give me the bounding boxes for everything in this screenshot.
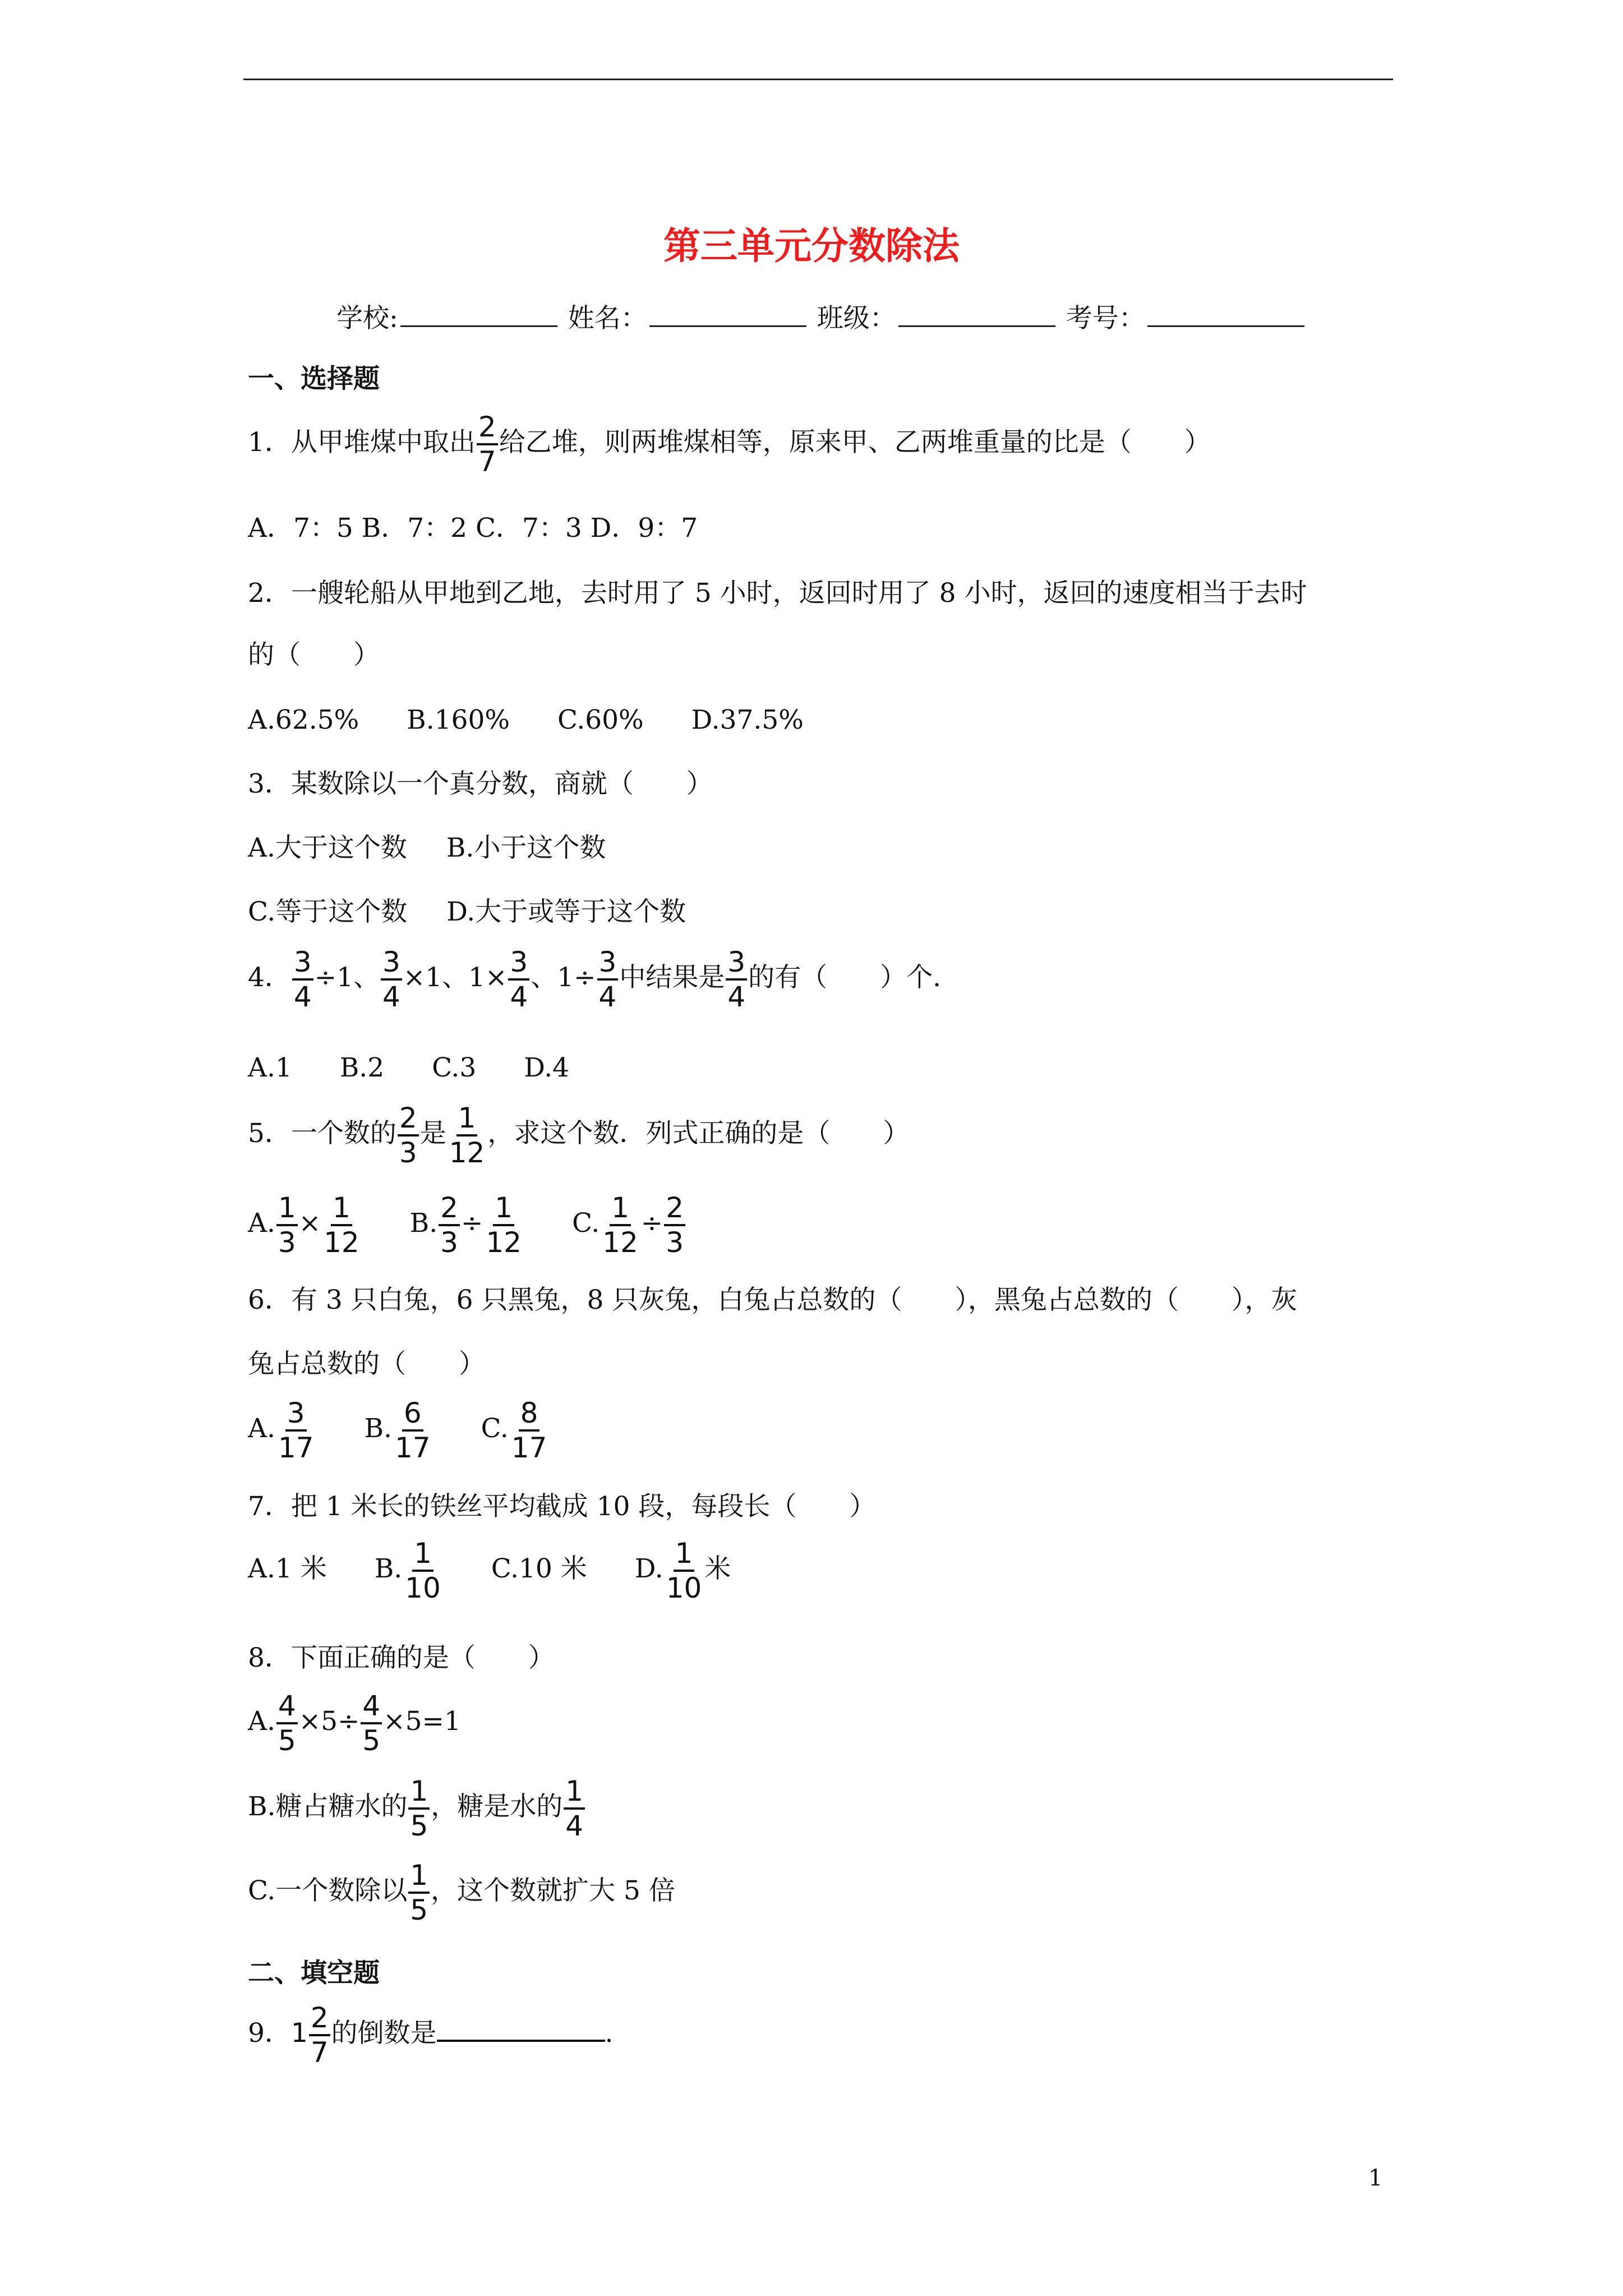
q2-options: [248, 705, 804, 736]
q4-text-2: ×1、1×: [403, 962, 508, 993]
q8-b-pre: B.糖占糖水的: [248, 1791, 408, 1822]
q3-option-d: D.大于或等于这个数: [446, 896, 686, 927]
q5-a-f2-num: 1: [331, 1194, 352, 1226]
section-heading-fill: 二、填空题: [248, 1958, 380, 1989]
q6-c-den: 17: [511, 1432, 547, 1464]
q4-f5-num: 3: [726, 948, 747, 981]
q8-option-b: [248, 1777, 586, 1840]
q8-a-frac-1: [276, 1692, 298, 1755]
q9-whole: 1: [291, 2018, 308, 2049]
q8-b-f2-num: 1: [564, 1777, 585, 1810]
q6-a-num: 3: [285, 1399, 307, 1432]
q9-fraction: [309, 2001, 330, 2069]
q6-option-c: [481, 1397, 550, 1464]
question-4: [248, 948, 941, 1011]
q8-b-f1-den: 5: [410, 1810, 428, 1842]
q5-b-f2-num: 1: [493, 1194, 514, 1226]
q5-c-f2-num: 2: [664, 1194, 685, 1226]
q4-f3-num: 3: [508, 948, 529, 981]
q7-b-den: 10: [405, 1572, 441, 1604]
q2-option-b: B.160%: [407, 705, 510, 735]
q5-a-f2: [322, 1191, 361, 1259]
q8-b-f2-den: 4: [565, 1810, 584, 1842]
question-8: 8．下面正确的是（ ）: [248, 1642, 555, 1673]
q9-frac-den: 7: [310, 2036, 329, 2069]
name-blank[interactable]: [649, 301, 806, 327]
q8-a-text-2: ×5=1: [383, 1706, 461, 1737]
q4-f1-den: 4: [293, 981, 312, 1013]
q2-option-a: A.62.5%: [248, 705, 359, 735]
q8-c-pre: C.一个数除以: [248, 1875, 408, 1906]
question-7: 7．把 1 米长的铁丝平均截成 10 段，每段长（ ）: [248, 1491, 876, 1522]
q4-text-3: 、1÷: [531, 962, 596, 993]
q7-option-d: [634, 1537, 731, 1604]
name-label: 姓名：: [568, 303, 647, 334]
q3-options-row1: [248, 832, 606, 864]
q5-fa-num: 2: [398, 1104, 419, 1137]
question-2-line2: 的（ ）: [248, 639, 380, 670]
q5-b-label: B.: [409, 1208, 438, 1239]
q4-option-b: B.2: [339, 1052, 385, 1083]
question-2-line1: 2．一艘轮船从甲地到乙地，去时用了 5 小时，返回时用了 8 小时，返回的速度相当于去时: [248, 578, 1307, 609]
q7-option-a: A.1 米: [248, 1553, 327, 1584]
q4-option-c: C.3: [432, 1052, 477, 1083]
q9-answer-blank[interactable]: [437, 2015, 605, 2042]
q8-a-text-1: ×5÷: [298, 1706, 360, 1737]
question-5: [248, 1104, 909, 1167]
q8-a-f2-num: 4: [361, 1692, 382, 1724]
q6-a-den: 17: [278, 1432, 314, 1464]
q4-f2-num: 3: [381, 948, 402, 981]
q7-options: [248, 1539, 731, 1602]
q5-b-f1: [439, 1191, 460, 1259]
q4-fraction-3: [508, 948, 529, 1011]
q2-option-c: C.60%: [557, 705, 644, 735]
q5-option-b: [409, 1191, 524, 1259]
q8-c-num: 1: [408, 1861, 430, 1894]
q8-a-f1-den: 5: [278, 1724, 296, 1757]
q5-fa-den: 3: [399, 1137, 417, 1169]
q1-text-post: 给乙堆，则两堆煤相等，原来甲、乙两堆重量的比是（ ）: [499, 427, 1211, 458]
q5-fb-den: 12: [449, 1137, 485, 1169]
q4-text-5: 的有（ ）个.: [748, 962, 942, 993]
q7-d-den: 10: [666, 1572, 702, 1604]
q8-b-f1-num: 1: [408, 1777, 430, 1810]
question-3: 3．某数除以一个真分数，商就（ ）: [248, 769, 713, 799]
q4-fraction-5: [726, 948, 747, 1011]
q8-b-frac-1: [408, 1777, 430, 1840]
q9-prefix: 9．: [248, 2018, 291, 2049]
q5-b-op: ÷: [460, 1208, 483, 1239]
q3-option-a: A.大于这个数: [248, 832, 407, 863]
q5-text-pre: 5．一个数的: [248, 1118, 396, 1149]
q4-fraction-2: [381, 948, 402, 1011]
q5-a-f1: [276, 1191, 298, 1259]
q5-b-f1-den: 3: [440, 1226, 458, 1259]
q4-option-d: D.4: [524, 1052, 570, 1083]
q5-a-label: A.: [248, 1208, 275, 1239]
q8-c-den: 5: [410, 1894, 428, 1926]
page-number: 1: [1368, 2165, 1383, 2191]
q3-option-c: C.等于这个数: [248, 896, 408, 927]
q7-option-c: C.10 米: [491, 1553, 587, 1584]
question-9: [248, 2001, 614, 2069]
q7-option-b: [374, 1537, 444, 1604]
q5-c-label: C.: [571, 1208, 600, 1239]
q1-frac-den: 7: [478, 445, 496, 478]
q4-fraction-1: [292, 948, 313, 1011]
q5-c-f1: [601, 1191, 640, 1259]
q7-b-frac: [403, 1539, 442, 1602]
q4-f4-num: 3: [597, 948, 619, 981]
q4-f4-den: 4: [598, 981, 617, 1013]
q9-text: 的倒数是: [331, 2018, 437, 2049]
question-6-line2: 兔占总数的（ ）: [248, 1349, 485, 1379]
q5-c-f1-num: 1: [610, 1194, 631, 1226]
q5-option-c: [571, 1191, 686, 1259]
q6-c-label: C.: [481, 1413, 509, 1444]
q8-c-post: ，这个数就扩大 5 倍: [431, 1875, 675, 1906]
q5-a-f1-num: 1: [276, 1194, 298, 1226]
q5-text-post: ，求这个数．列式正确的是（ ）: [487, 1118, 910, 1149]
q8-a-f1-num: 4: [276, 1692, 298, 1724]
q6-a-frac: [276, 1399, 316, 1462]
q4-option-a: A.1: [248, 1052, 292, 1083]
q5-fb-num: 1: [457, 1104, 478, 1137]
q5-fraction-b: [448, 1104, 487, 1167]
q8-b-frac-2: [564, 1777, 585, 1840]
section-heading-choice: 一、选择题: [248, 364, 380, 394]
q4-f2-den: 4: [382, 981, 400, 1013]
q7-d-frac: [665, 1539, 704, 1602]
q8-b-mid: ，糖是水的: [431, 1791, 563, 1822]
q5-option-a: [248, 1191, 362, 1259]
q5-b-f2: [484, 1191, 523, 1259]
header-rule: [243, 79, 1393, 80]
q9-frac-num: 2: [309, 2004, 330, 2036]
q8-option-c: [248, 1861, 675, 1924]
q9-end: .: [605, 2018, 614, 2049]
q5-fraction-a: [398, 1104, 419, 1167]
q6-a-label: A.: [248, 1413, 275, 1444]
q6-b-num: 6: [402, 1399, 423, 1432]
q6-c-num: 8: [519, 1399, 540, 1432]
q8-c-frac: [408, 1861, 430, 1924]
q7-d-label: D.: [634, 1553, 663, 1584]
q5-text-mid: 是: [419, 1118, 446, 1149]
q5-c-op: ÷: [640, 1208, 663, 1239]
q5-b-f2-den: 12: [486, 1226, 522, 1259]
q6-option-a: [248, 1397, 317, 1464]
q4-f5-den: 4: [727, 981, 746, 1013]
q3-options-row2: [248, 896, 686, 928]
q1-options: A．7：5 B．7：2 C．7：3 D．9：7: [248, 513, 698, 544]
q8-option-a: [248, 1692, 461, 1755]
q4-f1-num: 3: [292, 948, 313, 981]
q5-a-f2-den: 12: [324, 1226, 359, 1259]
question-1: [248, 413, 1211, 476]
student-info-line: [336, 297, 1307, 335]
q6-b-frac: [393, 1399, 432, 1462]
q7-b-label: B.: [374, 1553, 403, 1584]
school-blank[interactable]: [400, 301, 557, 327]
q4-f3-den: 4: [510, 981, 528, 1013]
q6-option-b: [364, 1397, 433, 1464]
q4-options: [248, 1052, 569, 1084]
q8-a-frac-2: [361, 1692, 382, 1755]
q6-c-frac: [510, 1399, 549, 1462]
class-label: 班级：: [817, 303, 896, 334]
q5-c-f2-den: 3: [666, 1226, 684, 1259]
q6-b-label: B.: [364, 1413, 392, 1444]
class-blank[interactable]: [898, 301, 1055, 327]
q5-b-f1-num: 2: [439, 1194, 460, 1226]
q6-options: [248, 1399, 550, 1462]
q1-fraction: [477, 413, 498, 476]
q8-a-f2-den: 5: [362, 1724, 381, 1757]
q4-text-1: ÷1、: [314, 962, 380, 993]
exam-no-blank[interactable]: [1147, 301, 1304, 327]
q7-d-num: 1: [674, 1539, 695, 1572]
q7-b-num: 1: [412, 1539, 434, 1572]
q5-c-f1-den: 12: [602, 1226, 638, 1259]
q1-text-pre: 1．从甲堆煤中取出: [248, 427, 476, 458]
q5-options: [248, 1191, 686, 1259]
q1-frac-num: 2: [477, 413, 498, 445]
q3-option-b: B.小于这个数: [446, 832, 606, 863]
q7-d-unit: 米: [704, 1553, 731, 1584]
document-title: 第三单元分数除法: [663, 224, 960, 268]
q4-prefix: 4．: [248, 962, 291, 993]
q2-option-d: D.37.5%: [691, 705, 804, 735]
q5-a-op: ×: [298, 1208, 321, 1239]
question-6-line1: 6．有 3 只白兔，6 只黑兔，8 只灰兔，白兔占总数的（ ），黑兔占总数的（ ），灰: [248, 1285, 1298, 1315]
q5-c-f2: [664, 1191, 685, 1259]
q8-a-label: A.: [248, 1706, 275, 1737]
exam-no-label: 考号：: [1066, 303, 1145, 334]
q4-text-4: 中结果是: [619, 962, 725, 993]
q5-a-f1-den: 3: [278, 1226, 296, 1259]
school-label: 学校:: [336, 303, 398, 334]
q6-b-den: 17: [394, 1432, 431, 1464]
q4-fraction-4: [597, 948, 619, 1011]
